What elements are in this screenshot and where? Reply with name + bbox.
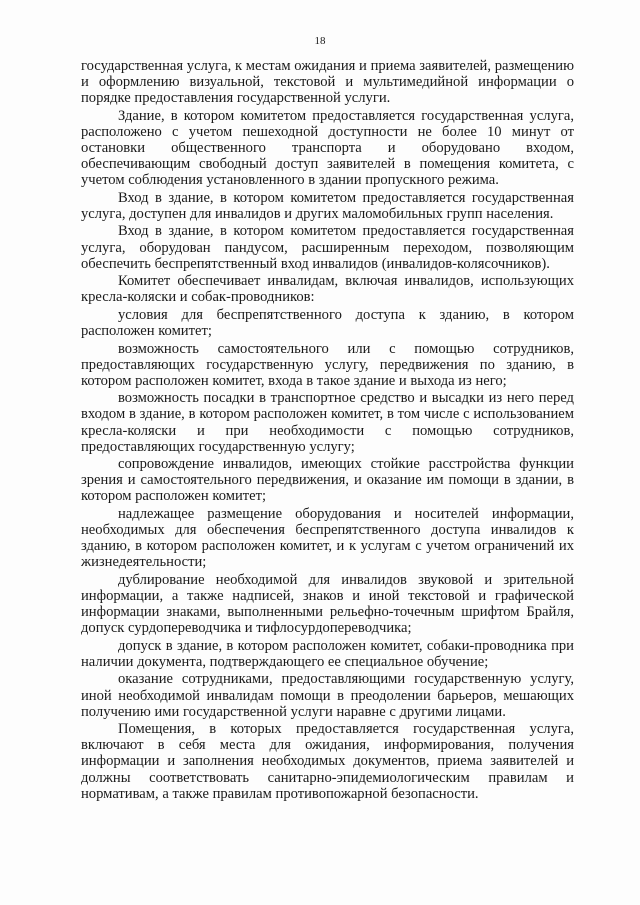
list-item-escort: сопровождение инвалидов, имеющих стойкие расстройства функции зрения и самостоятельного передвижения, и оказание им помощи в здании, в котором расположен комитет; bbox=[81, 456, 574, 505]
list-item-access-conditions: условия для беспрепятственного доступа к зданию, в котором расположен комитет; bbox=[81, 306, 574, 339]
list-item-equipment-placement: надлежащее размещение оборудования и носителей информации, необходимых для обеспечения беспрепятственного доступа инвалидов к зданию, в котором расположен комитет, и к услугам с учетом ограничений их жизнедеятельности; bbox=[81, 506, 574, 571]
paragraph-premises: Помещения, в которых предоставляется государственная услуга, включают в себя места для ожидания, информирования, получения информации и заполнения необходимых документов, приема заявителей и должны соответствовать санитарно-эпидемиологическим правилам и нормативам, а также правилам противопожарной безопасности. bbox=[81, 721, 574, 802]
list-item-guide-dog: допуск в здание, в котором расположен комитет, собаки-проводника при наличии документа, подтверждающего ее специальное обучение; bbox=[81, 637, 574, 670]
paragraph-entrance-ramp: Вход в здание, в котором комитетом предоставляется государственная услуга, оборудован пандусом, расширенным переходом, позволяющим обеспечить беспрепятственный вход инвалидов (инвалидов-колясочников). bbox=[81, 223, 574, 272]
paragraph-continuation: государственная услуга, к местам ожидания и приема заявителей, размещению и оформлению визуальной, текстовой и мультимедийной информации о порядке предоставления государственной услуги. bbox=[81, 58, 574, 107]
list-item-transport: возможность посадки в транспортное средство и высадки из него перед входом в здание, в котором расположен комитет, в том числе с использованием кресла-коляски и при необходимости с помощью сотрудников, предоставляющих государственную услугу; bbox=[81, 390, 574, 455]
list-item-movement: возможность самостоятельного или с помощью сотрудников, предоставляющих государственную услугу, передвижения по зданию, в котором расположен комитет, входа в такое здание и выхода из него; bbox=[81, 340, 574, 389]
paragraph-entrance-accessibility: Вход в здание, в котором комитетом предоставляется государственная услуга, доступен для инвалидов и других маломобильных групп населения. bbox=[81, 189, 574, 222]
document-body bbox=[81, 58, 574, 803]
paragraph-committee-provides: Комитет обеспечивает инвалидам, включая инвалидов, использующих кресла-коляски и собак-проводников: bbox=[81, 273, 574, 306]
paragraph-building-location: Здание, в котором комитетом предоставляется государственная услуга, расположено с учетом пешеходной доступности не более 10 минут от остановки общественного транспорта и оборудовано входом, обеспечивающим свободный доступ заявителей в помещения комитета, с учетом соблюдения установленного в здании пропускного режима. bbox=[81, 107, 574, 189]
list-item-information-duplication: дублирование необходимой для инвалидов звуковой и зрительной информации, а также надписей, знаков и иной текстовой и графической информации знаками, выполненными рельефно-точечным шрифтом Брайля, допуск сурдопереводчика и тифлосурдопереводчика; bbox=[81, 571, 574, 637]
list-item-staff-assistance: оказание сотрудниками, предоставляющими государственную услугу, иной необходимой инвалидам помощи в преодолении барьеров, мешающих получению ими государственной услуги наравне с другими лицами. bbox=[81, 671, 574, 720]
page-number: 18 bbox=[314, 35, 326, 47]
